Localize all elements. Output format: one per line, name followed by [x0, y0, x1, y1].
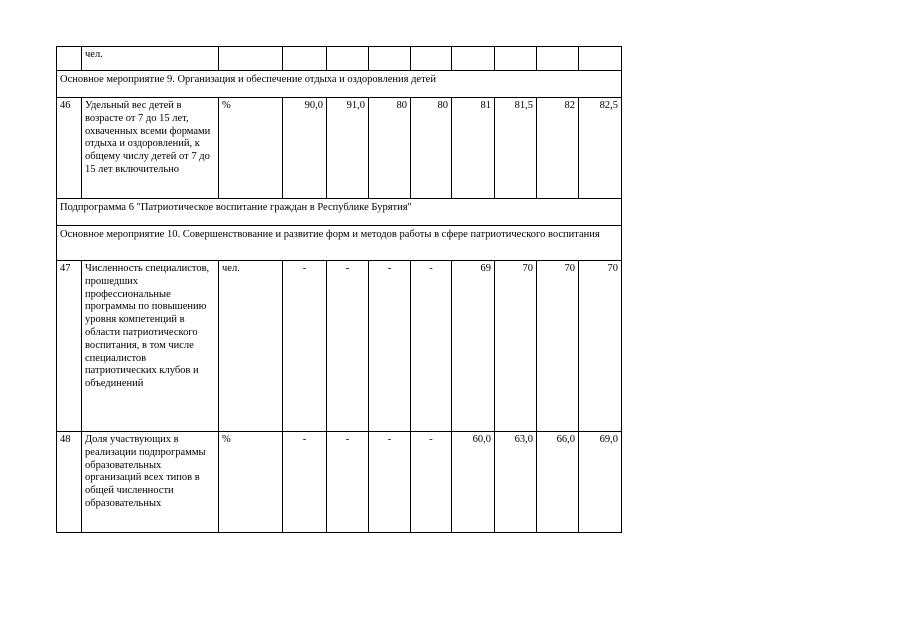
- section-heading-row: [57, 199, 622, 226]
- unit-cell: [219, 47, 283, 71]
- value-cell: 80: [411, 98, 452, 199]
- value-cell: 70: [495, 261, 537, 432]
- value-cell: 69,0: [579, 432, 622, 533]
- value-cell: 63,0: [495, 432, 537, 533]
- indicator-name-cell: Доля участвующих в реализации подпрограммы образовательных организаций всех типов в общей численности образовательных: [82, 432, 219, 533]
- value-cell: -: [327, 432, 369, 533]
- value-cell: -: [283, 432, 327, 533]
- value-cell: [411, 47, 452, 71]
- row-number-cell: 48: [57, 432, 82, 533]
- value-cell: [579, 47, 622, 71]
- value-cell: 60,0: [452, 432, 495, 533]
- unit-cell: %: [219, 432, 283, 533]
- section-heading-row: [57, 226, 622, 261]
- indicator-name-cell: чел.: [82, 47, 219, 71]
- value-cell: 66,0: [537, 432, 579, 533]
- main-activity-10-heading: Основное мероприятие 10. Совершенствование и развитие форм и методов работы в сфере патриотического воспитания: [57, 226, 622, 261]
- value-cell: -: [327, 261, 369, 432]
- unit-cell: %: [219, 98, 283, 199]
- value-cell: 91,0: [327, 98, 369, 199]
- value-cell: [327, 47, 369, 71]
- value-cell: [537, 47, 579, 71]
- value-cell: [283, 47, 327, 71]
- main-activity-9-heading: Основное мероприятие 9. Организация и обеспечение отдыха и оздоровления детей: [57, 71, 622, 98]
- value-cell: 90,0: [283, 98, 327, 199]
- row-number-cell: [57, 47, 82, 71]
- value-cell: 82: [537, 98, 579, 199]
- value-cell: 81,5: [495, 98, 537, 199]
- value-cell: -: [369, 432, 411, 533]
- value-cell: [369, 47, 411, 71]
- value-cell: 82,5: [579, 98, 622, 199]
- value-cell: -: [369, 261, 411, 432]
- subprogram-6-heading: Подпрограмма 6 "Патриотическое воспитание граждан в Республике Бурятия": [57, 199, 622, 226]
- table-row: [57, 47, 622, 71]
- row-number-cell: 47: [57, 261, 82, 432]
- table-row: [57, 432, 622, 533]
- section-heading-row: [57, 71, 622, 98]
- table-row: [57, 98, 622, 199]
- row-number-cell: 46: [57, 98, 82, 199]
- value-cell: 81: [452, 98, 495, 199]
- value-cell: -: [411, 261, 452, 432]
- indicator-name-cell: Удельный вес детей в возрасте от 7 до 15 лет, охваченных всеми формами отдыха и оздоровлений, к общему числу детей от 7 до 15 лет включительно: [82, 98, 219, 199]
- value-cell: -: [411, 432, 452, 533]
- value-cell: 70: [537, 261, 579, 432]
- value-cell: [452, 47, 495, 71]
- table-row: [57, 261, 622, 432]
- value-cell: 70: [579, 261, 622, 432]
- indicator-name-cell: Численность специалистов, прошедших профессиональные программы по повышению уровня компетенций в области патриотического воспитания, в том числе специалистов патриотических клубов и объединений: [82, 261, 219, 432]
- value-cell: 80: [369, 98, 411, 199]
- unit-cell: чел.: [219, 261, 283, 432]
- value-cell: -: [283, 261, 327, 432]
- indicators-table: [56, 46, 622, 533]
- value-cell: 69: [452, 261, 495, 432]
- value-cell: [495, 47, 537, 71]
